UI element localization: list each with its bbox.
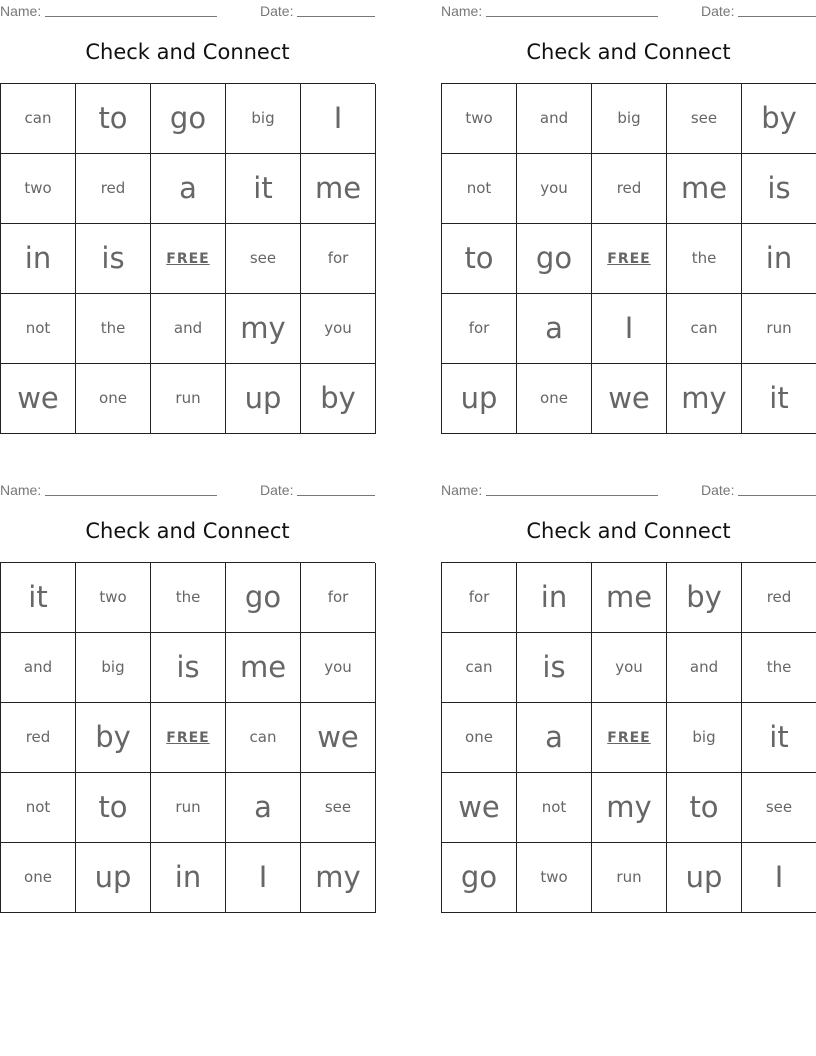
word-cell: go — [226, 563, 301, 633]
word-cell: we — [442, 773, 517, 843]
word-cell: for — [301, 224, 376, 294]
word-cell: you — [517, 154, 592, 224]
name-label: Name: — [441, 3, 483, 19]
word-cell: I — [592, 294, 667, 364]
word-cell: can — [1, 84, 76, 154]
word-cell: a — [517, 703, 592, 773]
card-title: Check and Connect — [526, 40, 731, 64]
word-cell: run — [742, 294, 816, 364]
free-space-cell: FREE — [592, 224, 667, 294]
word-cell: you — [592, 633, 667, 703]
name-date-header — [0, 0, 375, 18]
word-cell: not — [1, 773, 76, 843]
name-label: Name: — [0, 3, 42, 19]
word-cell: big — [226, 84, 301, 154]
word-cell: can — [226, 703, 301, 773]
word-cell: I — [301, 84, 376, 154]
word-cell: in — [1, 224, 76, 294]
word-cell: red — [742, 563, 816, 633]
word-cell: red — [1, 703, 76, 773]
word-grid — [0, 83, 375, 434]
date-field-line[interactable] — [297, 16, 375, 17]
word-cell: a — [517, 294, 592, 364]
word-cell: up — [667, 843, 742, 913]
word-cell: not — [1, 294, 76, 364]
word-cell: in — [517, 563, 592, 633]
word-cell: and — [517, 84, 592, 154]
word-cell: to — [76, 84, 151, 154]
word-cell: it — [742, 703, 816, 773]
word-cell: two — [76, 563, 151, 633]
word-cell: for — [301, 563, 376, 633]
word-cell: is — [742, 154, 816, 224]
word-cell: you — [301, 294, 376, 364]
word-cell: run — [151, 773, 226, 843]
word-cell: up — [226, 364, 301, 434]
word-cell: can — [442, 633, 517, 703]
word-cell: you — [301, 633, 376, 703]
word-cell: and — [1, 633, 76, 703]
word-cell: by — [742, 84, 816, 154]
word-cell: to — [667, 773, 742, 843]
word-cell: the — [667, 224, 742, 294]
word-cell: red — [76, 154, 151, 224]
word-cell: big — [667, 703, 742, 773]
word-cell: two — [442, 84, 517, 154]
word-cell: see — [226, 224, 301, 294]
word-cell: by — [667, 563, 742, 633]
word-cell: by — [301, 364, 376, 434]
word-cell: can — [667, 294, 742, 364]
word-cell: go — [151, 84, 226, 154]
word-cell: me — [667, 154, 742, 224]
word-cell: it — [1, 563, 76, 633]
word-cell: up — [442, 364, 517, 434]
word-cell: me — [592, 563, 667, 633]
word-cell: is — [517, 633, 592, 703]
word-cell: big — [592, 84, 667, 154]
word-cell: is — [151, 633, 226, 703]
word-cell: the — [742, 633, 816, 703]
word-grid — [441, 83, 816, 434]
bingo-card-4 — [441, 479, 816, 909]
free-space-cell: FREE — [592, 703, 667, 773]
word-cell: two — [517, 843, 592, 913]
card-title: Check and Connect — [85, 40, 290, 64]
free-space-cell: FREE — [151, 224, 226, 294]
word-cell: and — [151, 294, 226, 364]
word-cell: run — [151, 364, 226, 434]
word-cell: for — [442, 563, 517, 633]
word-cell: we — [301, 703, 376, 773]
date-label: Date: — [701, 482, 735, 498]
card-title: Check and Connect — [526, 519, 731, 543]
name-field-line[interactable] — [45, 16, 217, 17]
word-cell: red — [592, 154, 667, 224]
word-cell: a — [226, 773, 301, 843]
word-cell: my — [301, 843, 376, 913]
name-date-header — [441, 479, 816, 497]
word-cell: the — [151, 563, 226, 633]
word-cell: is — [76, 224, 151, 294]
date-field-line[interactable] — [297, 495, 375, 496]
word-cell: up — [76, 843, 151, 913]
word-cell: me — [226, 633, 301, 703]
date-label: Date: — [260, 482, 294, 498]
word-cell: to — [76, 773, 151, 843]
word-cell: to — [442, 224, 517, 294]
word-cell: one — [442, 703, 517, 773]
word-cell: my — [226, 294, 301, 364]
word-cell: see — [742, 773, 816, 843]
word-cell: two — [1, 154, 76, 224]
word-cell: my — [667, 364, 742, 434]
word-cell: for — [442, 294, 517, 364]
word-grid — [0, 562, 375, 913]
word-cell: we — [1, 364, 76, 434]
word-cell: see — [301, 773, 376, 843]
word-cell: I — [226, 843, 301, 913]
date-label: Date: — [260, 3, 294, 19]
word-cell: in — [151, 843, 226, 913]
word-cell: run — [592, 843, 667, 913]
word-cell: see — [667, 84, 742, 154]
word-cell: a — [151, 154, 226, 224]
name-field-line[interactable] — [486, 495, 658, 496]
bingo-card-1 — [0, 0, 375, 430]
word-cell: me — [301, 154, 376, 224]
word-cell: in — [742, 224, 816, 294]
word-cell: the — [76, 294, 151, 364]
card-title: Check and Connect — [85, 519, 290, 543]
bingo-card-3 — [0, 479, 375, 909]
word-cell: my — [592, 773, 667, 843]
name-date-header — [441, 0, 816, 18]
word-cell: and — [667, 633, 742, 703]
free-space-cell: FREE — [151, 703, 226, 773]
word-cell: not — [442, 154, 517, 224]
word-cell: we — [592, 364, 667, 434]
name-field-line[interactable] — [486, 16, 658, 17]
word-cell: one — [517, 364, 592, 434]
name-date-header — [0, 479, 375, 497]
word-cell: one — [1, 843, 76, 913]
word-cell: it — [742, 364, 816, 434]
word-cell: I — [742, 843, 816, 913]
date-field-line[interactable] — [738, 16, 816, 17]
word-cell: one — [76, 364, 151, 434]
bingo-card-2 — [441, 0, 816, 430]
name-label: Name: — [0, 482, 42, 498]
word-cell: go — [442, 843, 517, 913]
word-cell: it — [226, 154, 301, 224]
word-cell: not — [517, 773, 592, 843]
name-label: Name: — [441, 482, 483, 498]
word-cell: go — [517, 224, 592, 294]
word-grid — [441, 562, 816, 913]
word-cell: by — [76, 703, 151, 773]
date-field-line[interactable] — [738, 495, 816, 496]
date-label: Date: — [701, 3, 735, 19]
word-cell: big — [76, 633, 151, 703]
name-field-line[interactable] — [45, 495, 217, 496]
